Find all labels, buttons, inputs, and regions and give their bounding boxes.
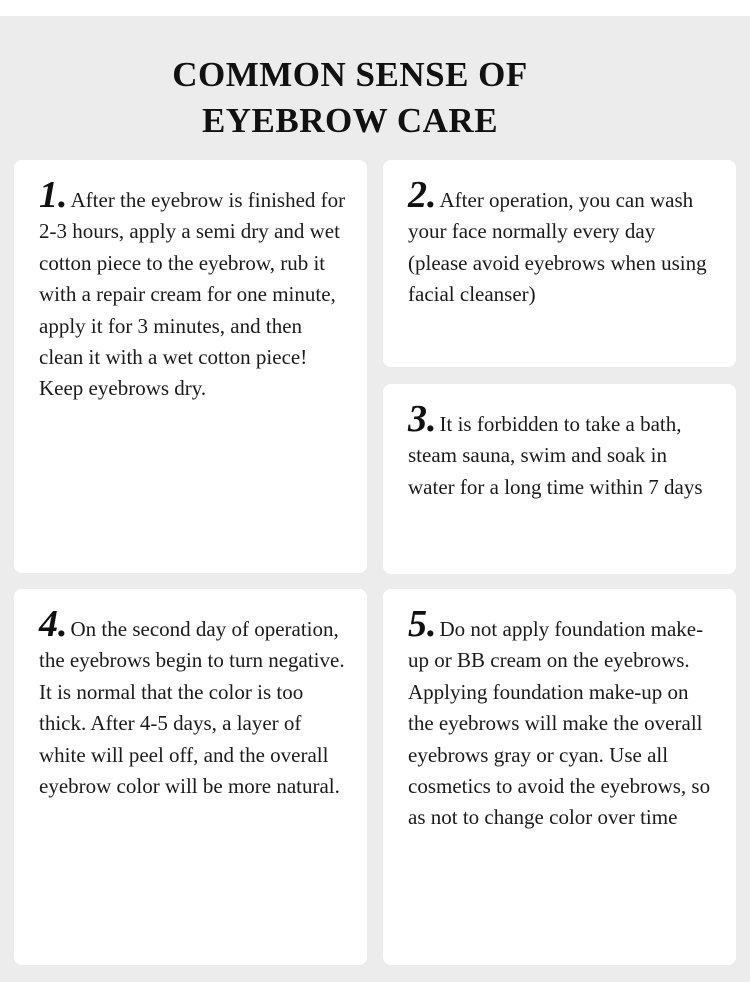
tip-text-5 — [408, 603, 716, 834]
tip-body-2: After operation, you can wash your face normally every day (please avoid eyebrows when using facial cleanser) — [408, 188, 707, 307]
tip-body-1: After the eyebrow is finished for 2-3 hours, apply a semi dry and wet cotton piece to the eyebrow, rub it with a repair cream for one minute, apply it for 3 minutes, and then clean it with a wet cotton piece! Keep eyebrows dry. — [39, 188, 346, 401]
page-title-line-2: EYEBROW CARE — [201, 101, 499, 140]
tip-number-3: 3. — [408, 398, 437, 440]
tip-card-5 — [383, 589, 736, 965]
tip-card-2 — [383, 160, 736, 367]
tip-number-1: 1. — [39, 174, 68, 216]
page-title-line-1: COMMON SENSE OF — [172, 55, 528, 94]
tip-text-1 — [39, 174, 347, 405]
tip-card-1 — [14, 160, 367, 573]
tip-card-3 — [383, 384, 736, 574]
tip-number-2: 2. — [408, 174, 437, 216]
tip-body-4: On the second day of operation, the eyebrows begin to turn negative. It is normal that the color is too thick. After 4-5 days, a layer of white will peel off, and the overall eyebrow color will be more natural. — [39, 617, 345, 799]
tip-text-4 — [39, 603, 347, 802]
tip-card-4 — [14, 589, 367, 965]
page-title — [0, 52, 700, 144]
tip-text-2 — [408, 174, 716, 311]
tip-number-5: 5. — [408, 603, 437, 645]
tip-text-3 — [408, 398, 716, 503]
tip-body-3: It is forbidden to take a bath, steam sauna, swim and soak in water for a long time within 7 days — [408, 412, 703, 499]
tip-body-5: Do not apply foundation make-up or BB cream on the eyebrows. Applying foundation make-up on the eyebrows will make the overall eyebrows gray or cyan. Use all cosmetics to avoid the eyebrows, so as not to change color over time — [408, 617, 711, 830]
tip-number-4: 4. — [39, 603, 68, 645]
